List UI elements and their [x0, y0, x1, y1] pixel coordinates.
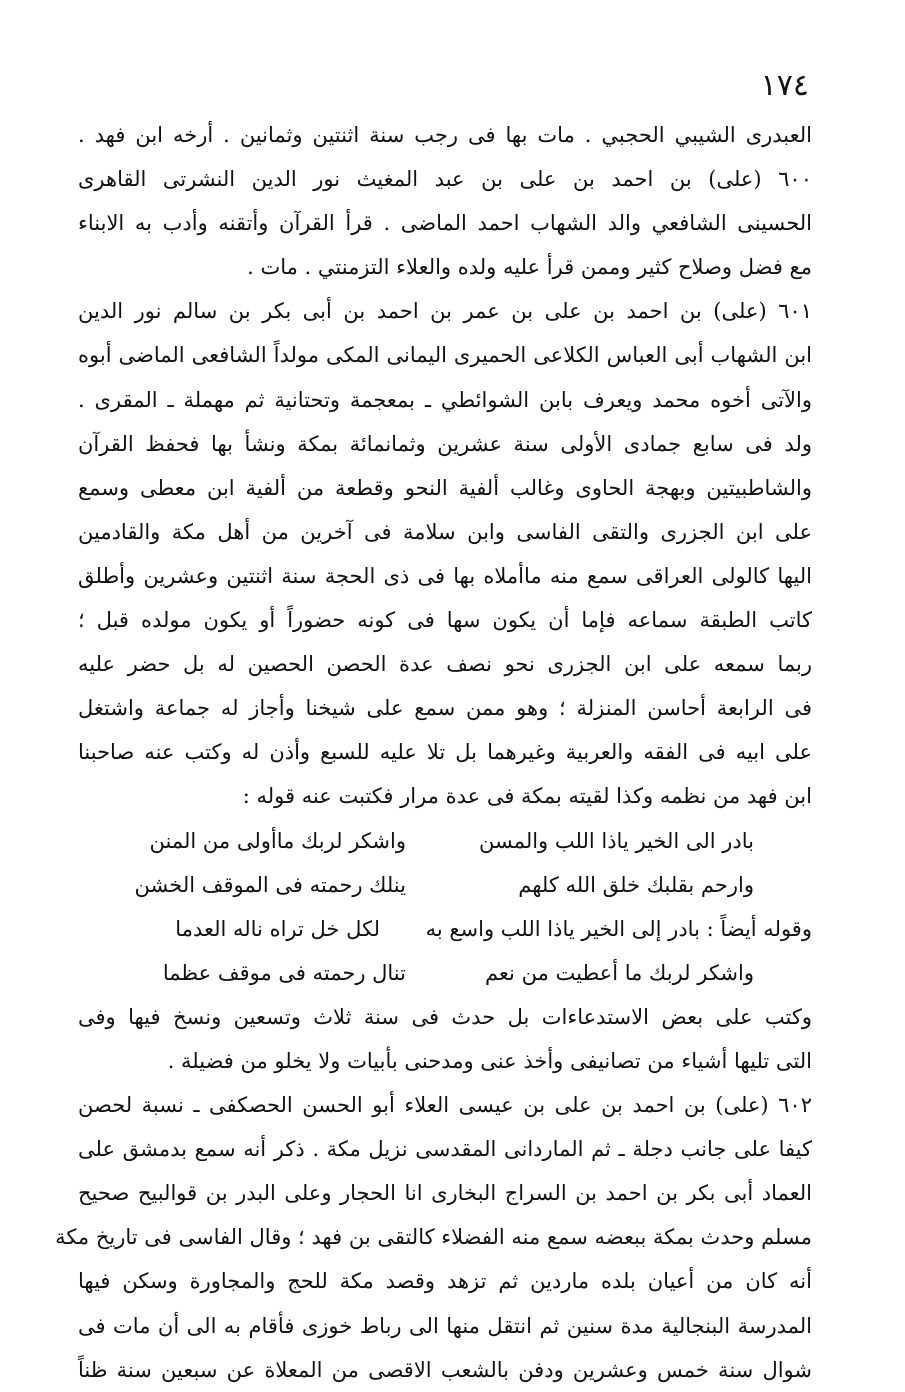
text-line: مع فضل وصلاح كثير وممن قرأ عليه ولده والعلاء التزمنتي . مات . — [247, 255, 812, 280]
text-line: والشاطبيتين وبهجة الحاوى وغالب ألفية النحو وقطعة من ألفية ابن معطى وسمع — [78, 475, 812, 500]
text-line: والآتى أخوه محمد ويعرف بابن الشوائطي ـ بمعجمة وتحتانية ثم مهملة ـ المقرى . — [78, 387, 812, 412]
text-line: الحسينى الشافعي والد الشهاب احمد الماضى . قرأ القرآن وأتقنه وأدب به الابناء — [78, 211, 812, 236]
verse-second-half: لكل خل تراه ناله العدما — [175, 916, 380, 941]
page-number: ١٧٤ — [760, 68, 809, 103]
text-line: على ابن الجزرى والتقى الفاسى وابن سلامة فى آخرين من أهل مكة والقادمين — [78, 519, 812, 544]
text-line: ربما سمعه على ابن الجزرى نحو نصف عدة الحصن الحصين له بل حضر عليه — [78, 652, 812, 677]
verse-first-half: وقوله أيضاً : بادر إلى الخير ياذا اللب واسع به — [425, 916, 812, 941]
text-line: المدرسة البنجالية مدة سنين ثم انتقل منها الى رباط خوزى فأقام به الى أن مات فى — [78, 1313, 812, 1338]
text-line: مسلم وحدث بمكة ببعضه سمع منه الفضلاء كالتقى بن فهد ؛ وقال الفاسى فى تاريخ مكة — [55, 1225, 812, 1250]
verse-second-half: تنال رحمته فى موقف عظما — [162, 960, 406, 985]
poem-verse — [78, 907, 812, 951]
text-line: اليها كالولى العراقى سمع منه ماأملاه بها فى ذى الحجة سنة اثنتين وعشرين وأطلق — [78, 563, 812, 588]
verse-first-half: واشكر لربك ما أعطيت من نعم — [484, 960, 754, 985]
poem-verse — [78, 819, 812, 863]
text-line: العماد أبى بكر بن احمد بن السراج البخارى انا الحجار وعلى البدر بن قوالبيح صحيح — [78, 1181, 812, 1206]
text-line: كاتب الطبقة سماعه فإما أن يكون سها فى كونه حضوراً أو يكون مولده قبل ؛ — [78, 608, 812, 633]
text-line: ٦٠١ (على) بن احمد بن على بن عمر بن احمد بن أبى بكر بن سالم نور الدين — [78, 299, 812, 324]
verse-second-half: ينلك رحمته فى الموقف الخشن — [134, 872, 406, 897]
text-line: وكتب على بعض الاستدعاءات بل حدث فى سنة ثلاث وتسعين ونسخ فيها وفى — [78, 1004, 812, 1029]
main-text — [55, 113, 812, 1392]
text-line: ٦٠٠ (على) بن احمد بن على بن عبد المغيث نور الدين النشرتى القاهرى — [78, 167, 812, 192]
text-line: شوال سنة خمس وعشرين ودفن بالشعب الاقصى من المعلاة عن سبعين سنة ظناً — [78, 1357, 812, 1382]
text-line: ابن فهد من نظمه وكذا لقيته بمكة فى عدة مرار فكتبت عنه قوله : — [242, 784, 812, 809]
text-line: أنه كان من أعيان بلده ماردين ثم تزهد وقصد مكة للحج والمجاورة وسكن فيها — [78, 1269, 812, 1294]
verse-first-half: بادر الى الخير ياذا اللب والمسن — [478, 828, 754, 853]
text-line: ٦٠٢ (على) بن احمد بن على بن عيسى العلاء أبو الحسن الحصكفى ـ نسبة لحصن — [78, 1093, 812, 1118]
text-line: ابن الشهاب أبى العباس الكلاعى الحميرى اليمانى المكى مولداً الشافعى الماضى أبوه — [78, 343, 812, 368]
text-line: التى تليها أشياء من تصانيفى وأخذ عنى ومدحنى بأبيات ولا يخلو من فضيلة . — [167, 1048, 812, 1073]
verse-first-half: وارحم بقلبك خلق الله كلهم — [518, 872, 754, 897]
text-line: فى الرابعة أحاسن المنزلة ؛ وهو ممن سمع على شيخنا وأجاز له جماعة واشتغل — [78, 696, 812, 721]
poem-verse — [78, 951, 812, 995]
text-line: العبدرى الشيبي الحجبي . مات بها فى رجب سنة اثنتين وثمانين . أرخه ابن فهد . — [78, 123, 812, 147]
text-line: ولد فى سابع جمادى الأولى سنة عشرين وثمانمائة بمكة ونشأ بها فحفظ القرآن — [78, 431, 812, 456]
text-line: كيفا على جانب دجلة ـ ثم الماردانى المقدسى نزيل مكة . ذكر أنه سمع بدمشق على — [78, 1137, 812, 1162]
poem-verse — [78, 863, 812, 907]
verse-second-half: واشكر لربك ماأولى من المنن — [149, 828, 406, 853]
text-line: على ابيه فى الفقه والعربية وغيرهما بل تلا عليه للسبع وأذن له وكتب عنه صاحبنا — [78, 740, 812, 765]
